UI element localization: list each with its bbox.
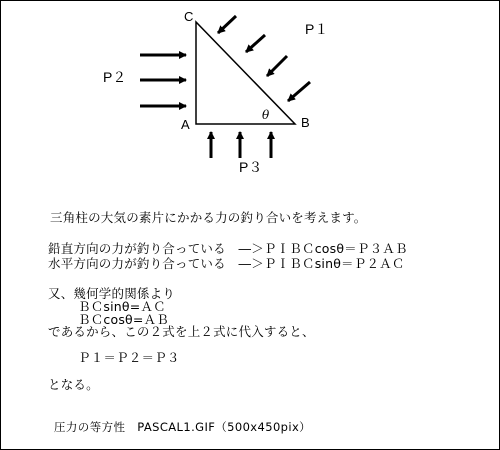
p1-arrow (218, 16, 236, 33)
geometry-sin-text: ＢＣsinθ=ＡＣ (78, 299, 166, 314)
p2-arrows (140, 55, 186, 106)
force-p1-label: P１ (305, 21, 329, 37)
vertex-a-label: A (181, 117, 190, 132)
p1-arrow (288, 82, 310, 101)
force-p2-label: P２ (103, 69, 127, 85)
triangle-outline (196, 22, 295, 124)
result-equation: Ｐ１＝Ｐ２＝Ｐ３ (78, 350, 180, 365)
p1-arrow (246, 35, 265, 52)
vertex-b-label: B (301, 115, 310, 130)
force-p3-label: P３ (239, 159, 263, 175)
vertex-c-label: C (184, 9, 194, 24)
angle-theta-label: θ (262, 108, 270, 122)
image-caption: 圧力の等方性 PASCAL1.GIF（500x450pix） (54, 420, 312, 434)
substitute-text: であるから、この２式を上２式に代入すると、 (48, 324, 315, 339)
geometry-cos-text: ＢＣcosθ=ＡＢ (78, 312, 169, 327)
geometry-intro-text: 又、幾何学的関係より (48, 286, 176, 301)
p3-arrows (211, 132, 271, 158)
p1-arrow (267, 56, 287, 76)
vertical-balance-text: 鉛直方向の力が釣り合っている ―＞ＰＩＢＣcosθ＝Ｐ３ＡＢ (48, 241, 408, 256)
intro-text: 三角柱の大気の素片にかかる力の釣り合いを考えます。 (50, 210, 367, 225)
conclusion-text: となる。 (48, 377, 99, 392)
horizontal-balance-text: 水平方向の力が釣り合っている ―＞ＰＩＢＣsinθ＝Ｐ２ＡＣ (48, 256, 405, 271)
